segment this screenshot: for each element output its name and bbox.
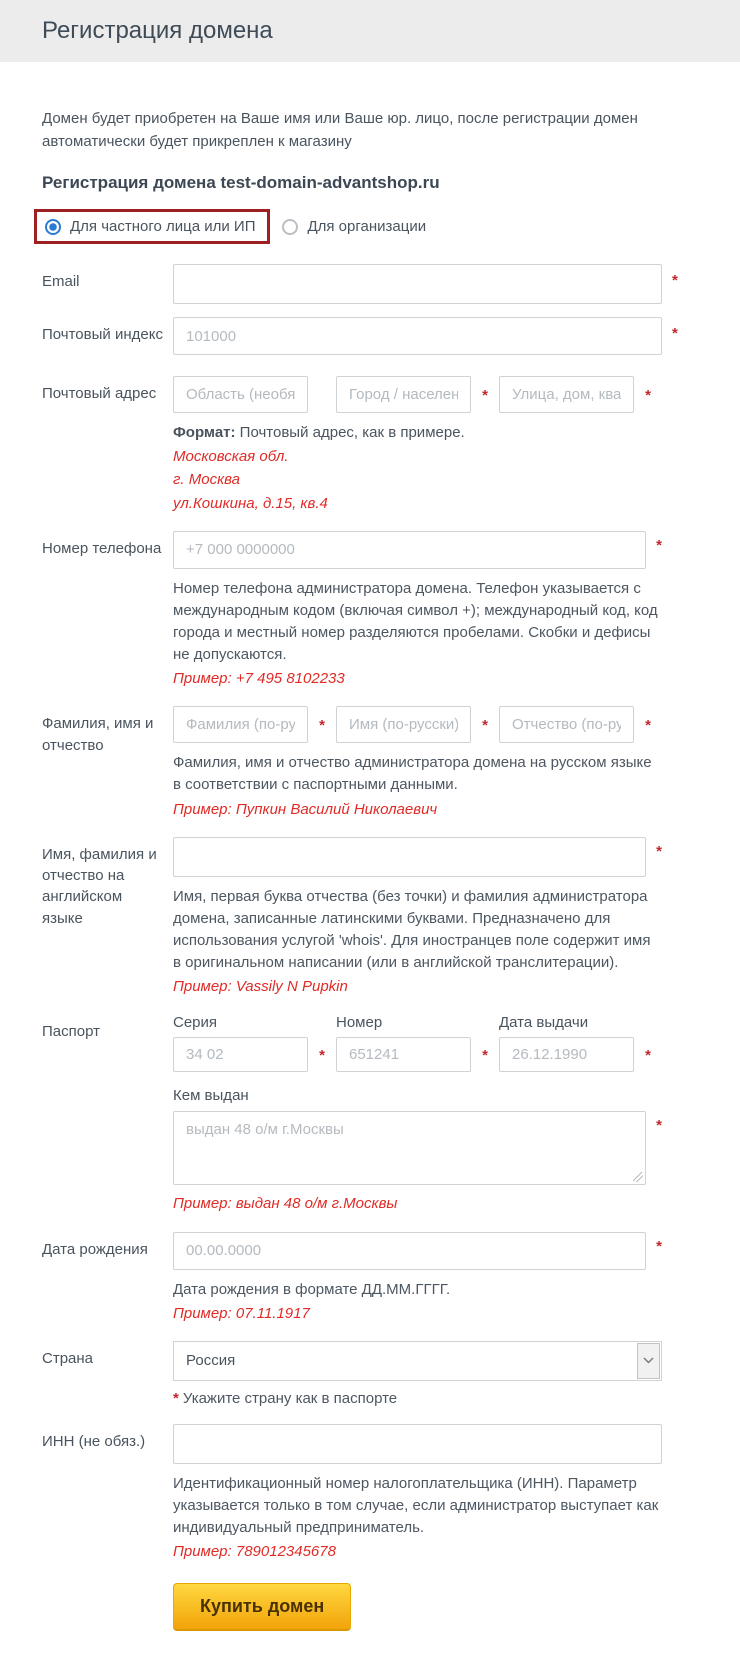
postal-address-inputs [173,376,662,413]
email-label: Email [42,273,80,290]
inn-help: Идентификационный номер налогоплательщика (ИНН). Параметр указывается только в том случае, если администратор выступает как индивидуальный предприниматель. [173,1474,659,1537]
required-asterisk: * [482,387,488,404]
select-arrow-button[interactable] [637,1343,660,1379]
submit-row [173,1583,714,1631]
fio-en-content [173,837,662,997]
postal-address-label: Почтовый адрес [42,385,157,402]
address-example-line: ул.Кошкина, д.15, кв.4 [173,494,328,512]
fio-en-input[interactable] [173,837,646,877]
passport-inputs [173,1014,662,1072]
required-asterisk: * [656,1117,662,1135]
phone-example: Пример: +7 495 8102233 [173,670,345,688]
required-asterisk: * [656,536,662,554]
inn-input[interactable] [173,1424,662,1464]
radio-private-label: Для частного лица или ИП [70,218,256,235]
fio-en-help: Имя, первая буква отчества (без точки) и фамилия администратора домена, записанные латинскими буквами. Предназначено для использования услугой 'whois'. Для иностранцев поле содержит имя в оригинальном написании (или в английской транслитерации). [173,887,651,971]
passport-example: Пример: выдан 48 о/м г.Москвы [173,1195,398,1213]
country-content [173,1341,662,1407]
required-asterisk: * [482,1047,488,1065]
fio-en-label: Имя, фамилия и отчество на английском языке [42,845,157,927]
radio-organization-input[interactable] [282,219,298,235]
fio-ru-help: Фамилия, имя и отчество администратора домена на русском языке в соответствии с паспортными данными. [173,754,652,794]
passport-content [173,1014,662,1214]
country-label: Страна [42,1349,94,1367]
phone-label: Номер телефона [42,539,162,557]
phone-help: Номер телефона администратора домена. Телефон указывается с международным кодом (включая символ +); международный код, код города и местный номер разделяются пробелами. Скобки и дефисы не допускаются. [173,579,658,664]
fio-en-example: Пример: Vassily N Pupkin [173,978,348,995]
birth-date-input-wrap [173,1232,662,1270]
passport-issue-date-label: Дата выдачи [499,1014,589,1032]
format-label: Формат: [173,424,236,441]
chevron-down-icon [643,1357,654,1364]
required-asterisk: * [672,272,678,289]
fio-ru-row [42,706,714,819]
fio-en-input-wrap [173,837,662,877]
country-select[interactable] [173,1341,662,1381]
account-type-radio-group [42,209,714,244]
required-asterisk: * [319,717,325,735]
country-row [42,1341,714,1407]
required-asterisk: * [482,717,488,735]
inn-row [42,1424,714,1562]
postal-index-content [173,317,662,355]
fio-ru-label: Фамилия, имя и отчество [42,715,154,754]
passport-issue-date-input[interactable] [499,1037,634,1072]
radio-private-input[interactable] [45,219,61,235]
passport-number-input[interactable] [336,1037,471,1072]
email-input[interactable] [173,264,662,304]
required-asterisk: * [319,1047,325,1065]
phone-row [42,531,714,689]
intro-text: Домен будет приобретен на Ваше имя или Ваше юр. лицо, после регистрации домен автоматически будет прикреплен к магазину [42,110,638,150]
country-select-value: Россия [186,1352,236,1370]
passport-issued-by-wrap [173,1111,662,1185]
page-title: Регистрация домена [42,17,273,44]
birth-date-label: Дата рождения [42,1240,148,1258]
postal-index-row [42,317,714,355]
form-content [0,62,740,1675]
postal-index-input[interactable] [173,317,662,355]
email-content [173,264,662,304]
birth-date-content [173,1232,662,1324]
postal-address-content [173,376,662,514]
input-gap [308,394,336,396]
passport-row [42,1014,714,1214]
passport-label: Паспорт [42,1023,100,1041]
radio-option-organization[interactable] [282,218,426,235]
required-asterisk: * [645,717,651,735]
format-text: Почтовый адрес, как в примере. [235,424,465,441]
surname-input[interactable] [173,706,308,743]
address-format-hint [173,422,662,444]
passport-series-col [173,1014,308,1072]
fio-ru-content [173,706,662,819]
passport-series-input[interactable] [173,1037,308,1072]
phone-input[interactable] [173,531,646,569]
patronymic-input[interactable] [499,706,634,743]
fio-ru-inputs [173,706,662,743]
required-asterisk: * [672,325,678,342]
fio-en-row [42,837,714,997]
inn-example: Пример: 789012345678 [173,1543,336,1561]
required-asterisk: * [656,842,662,860]
region-input[interactable] [173,376,308,413]
required-asterisk: * [645,1047,651,1065]
fio-ru-example: Пример: Пупкин Василий Николаевич [173,800,438,818]
email-row [42,264,714,304]
postal-address-row [42,376,714,514]
birth-date-example: Пример: 07.11.1917 [173,1304,310,1322]
passport-issued-by-label: Кем выдан [173,1087,249,1105]
city-input[interactable] [336,376,471,413]
address-example-line: Московская обл. [173,448,289,466]
radio-organization-label: Для организации [307,218,427,235]
textarea-wrap [173,1111,646,1185]
passport-series-label: Серия [173,1014,218,1032]
passport-issue-date-col [499,1014,634,1072]
annotation-highlight-box [34,209,270,244]
passport-issued-by-textarea[interactable] [173,1111,646,1185]
required-asterisk: * [173,1389,179,1407]
birth-date-row [42,1232,714,1324]
phone-content [173,531,662,689]
postal-index-label: Почтовый индекс [42,326,163,343]
inn-label: ИНН (не обяз.) [42,1432,146,1450]
phone-input-wrap [173,531,662,569]
required-asterisk: * [656,1237,662,1255]
passport-number-col [336,1014,471,1072]
passport-number-label: Номер [336,1014,383,1032]
country-note [173,1390,662,1407]
buy-domain-button[interactable]: Купить домен [173,1583,351,1631]
required-asterisk: * [645,387,651,404]
firstname-input[interactable] [336,706,471,743]
street-input[interactable] [499,376,634,413]
birth-date-input[interactable] [173,1232,646,1270]
inn-content [173,1424,662,1562]
radio-option-private[interactable] [45,218,255,235]
address-example-line: г. Москва [173,471,240,489]
resize-grip-icon[interactable] [633,1172,643,1182]
country-note-text: Укажите страну как в паспорте [182,1389,398,1407]
birth-date-help: Дата рождения в формате ДД.ММ.ГГГГ. [173,1280,451,1298]
form-title: Регистрация домена test-domain-advantshop.ru [42,173,440,192]
page-header [0,0,740,62]
